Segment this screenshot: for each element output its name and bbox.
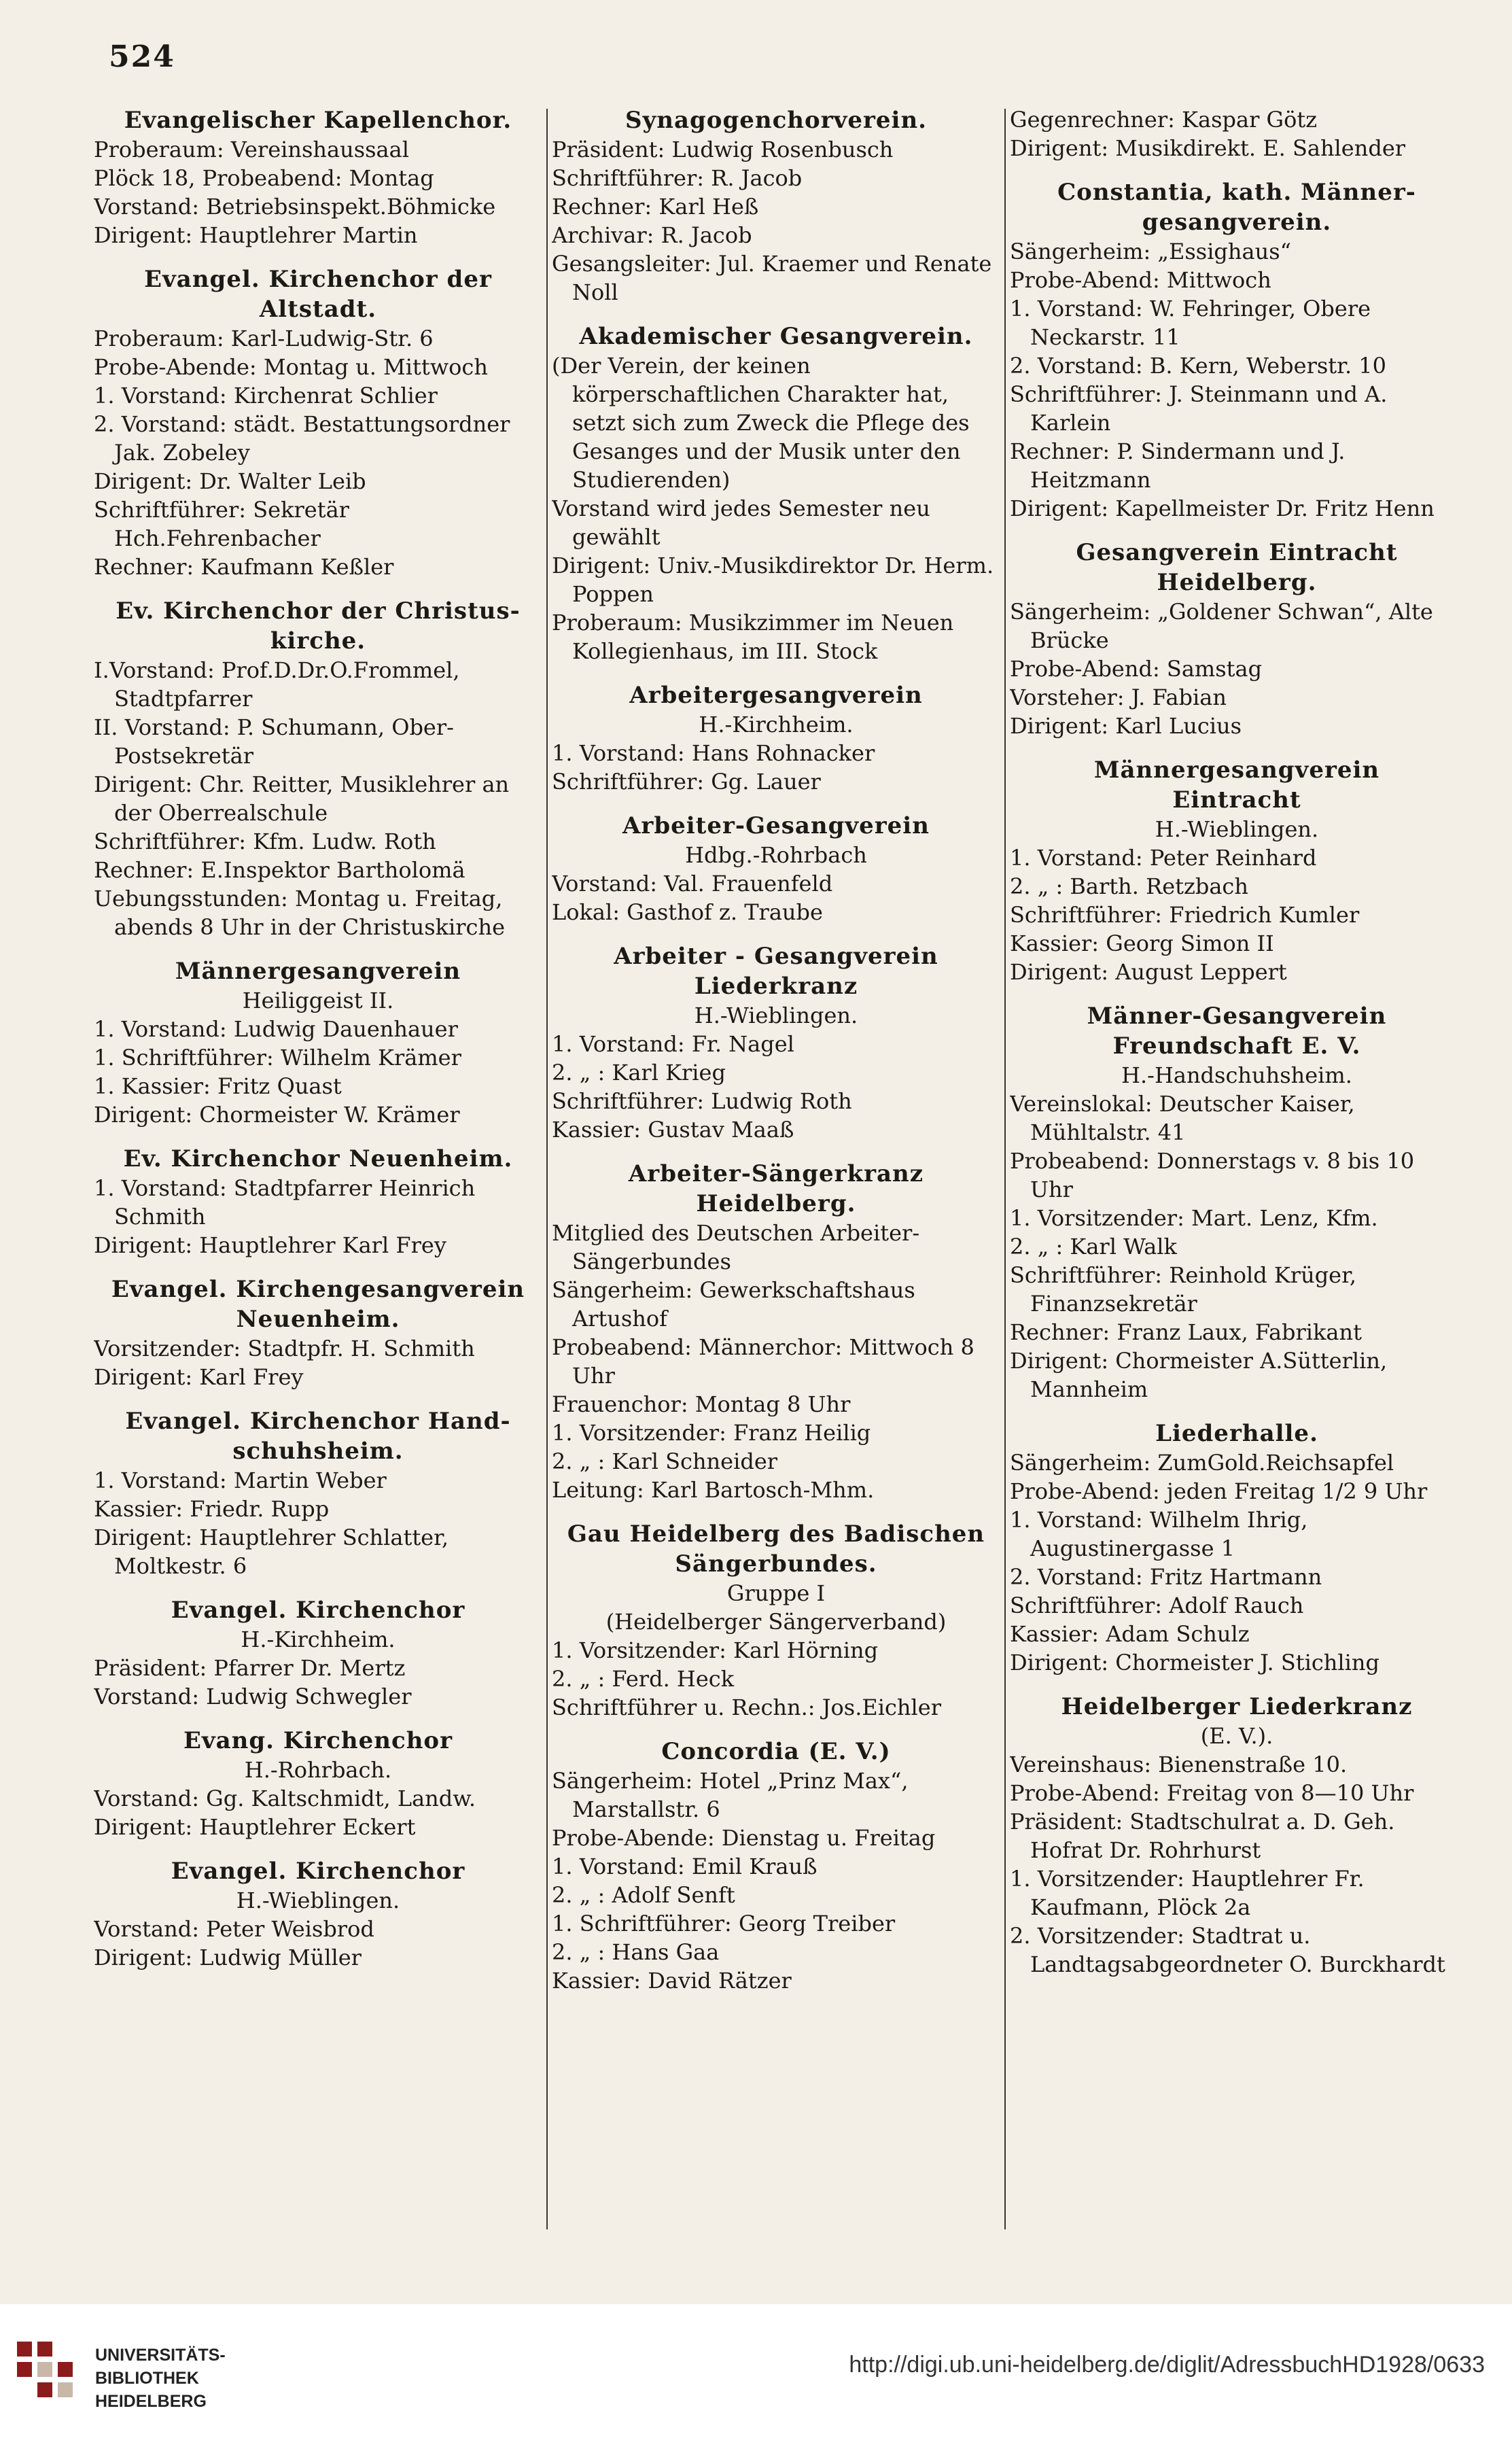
entry-line: Dirigent: August Leppert (1010, 959, 1287, 985)
entry-line: Sängerheim: Gewerkschaftshaus Artushof (552, 1277, 915, 1332)
entry-line: Probe-Abend: Mittwoch (1010, 267, 1271, 293)
column-2 (552, 105, 1000, 2233)
entry-subheading: H.-Handschuhsheim. (1121, 1062, 1352, 1088)
entry-heading: Arbeitergesangverein (629, 682, 923, 709)
entry-line: 1. Vorstand: Ludwig Dauenhauer (94, 1016, 458, 1042)
footer-bar (0, 2304, 1512, 2451)
entry-line: Dirigent: Chormeister A.Sütterlin, Mannheim (1010, 1348, 1388, 1402)
directory-entry (552, 941, 1000, 1144)
directory-entry (552, 321, 1000, 665)
entry-line: Vorstand: Betriebsinspekt.Böhmicke (94, 194, 496, 220)
entry-subheading: H.-Wieblingen. (694, 1003, 858, 1028)
entry-line: Dirigent: Karl Lucius (1010, 713, 1242, 739)
directory-entry (1010, 177, 1464, 523)
entry-line: Präsident: Stadtschulrat a. D. Geh. Hofrat Dr. Rohrhurst (1010, 1809, 1395, 1863)
entry-line: Dirigent: Hauptlehrer Karl Frey (94, 1232, 446, 1258)
directory-entry (552, 1737, 1000, 1995)
entry-line: Präsident: Pfarrer Dr. Mertz (94, 1655, 406, 1681)
entry-line: Probe-Abend: Samstag (1010, 656, 1263, 682)
directory-entry (552, 105, 1000, 307)
directory-entry (94, 264, 542, 581)
entry-line: Kassier: David Rätzer (552, 1968, 792, 1994)
entry-line: 2. „ : Ferd. Heck (552, 1666, 735, 1692)
entry-line: II. Vorstand: P. Schumann, Ober-Postsekretär (94, 714, 454, 769)
entry-line: I.Vorstand: Prof.D.Dr.O.Frommel, Stadtpfarrer (94, 657, 460, 712)
column-rule-2 (1004, 109, 1006, 2229)
entry-line: Schriftführer: Kfm. Ludw. Roth (94, 829, 436, 854)
entry-subheading: H.-Rohrbach. (244, 1757, 392, 1783)
entry-line: Dirigent: Chr. Reitter, Musiklehrer an der Oberrealschule (94, 771, 510, 826)
entry-subheading: H.-Kirchheim. (241, 1627, 395, 1652)
entry-line: (Der Verein, der keinen körperschaftlichen Charakter hat, setzt sich zum Zweck die Pflege des Gesanges und der Musik unter den Studierenden) (552, 353, 970, 493)
entry-heading: Evangelischer Kapellenchor. (124, 107, 512, 134)
entry-line: 2. Vorstand: B. Kern, Weberstr. 10 (1010, 353, 1386, 379)
entry-line: Proberaum: Musikzimmer im Neuen Kollegienhaus, im III. Stock (552, 610, 954, 664)
entry-subheading: Heiliggeist II. (242, 988, 394, 1013)
directory-entry (1010, 538, 1464, 740)
entry-line: Rechner: E.Inspektor Bartholomä (94, 857, 465, 883)
entry-heading: Evangel. Kirchenchor (171, 1597, 465, 1624)
source-url-link[interactable]: http://digi.ub.uni-heidelberg.de/diglit/AdressbuchHD1928/0633 (849, 2352, 1485, 2378)
entry-line: Uebungsstunden: Montag u. Freitag, abends 8 Uhr in der Christuskirche (94, 886, 505, 940)
entry-heading: Synagogenchorverein. (625, 107, 928, 134)
entry-line: Dirigent: Dr. Walter Leib (94, 468, 366, 494)
library-logo-icon (14, 2338, 88, 2413)
entry-line: 1. Vorstand: Fr. Nagel (552, 1031, 794, 1057)
entry-heading: Arbeiter - Gesangverein (614, 943, 938, 970)
entry-line: Gesangsleiter: Jul. Kraemer und Renate Noll (552, 251, 992, 305)
entry-line: 1. Vorstand: Hans Rohnacker (552, 740, 875, 766)
entry-heading: Concordia (E. V.) (661, 1738, 891, 1765)
entry-line: Plöck 18, Probeabend: Montag (94, 165, 434, 191)
entry-line: 1. Vorstand: Kirchenrat Schlier (94, 383, 438, 408)
directory-entry (1010, 1419, 1464, 1677)
entry-heading: Liederhalle. (1155, 1420, 1318, 1447)
library-name-line: HEIDELBERG (95, 2392, 207, 2411)
source-url[interactable] (849, 2352, 1485, 2378)
entry-line: Rechner: Kaufmann Keßler (94, 554, 394, 580)
entry-line: 1. Vorstand: Stadtpfarrer Heinrich Schmith (94, 1175, 476, 1230)
entry-line: Dirigent: Musikdirekt. E. Sahlender (1010, 135, 1406, 161)
entry-line: 2. „ : Barth. Retzbach (1010, 873, 1248, 899)
entry-line: 2. „ : Karl Krieg (552, 1060, 726, 1085)
directory-entry (552, 1159, 1000, 1504)
entry-heading: Akademischer Gesangverein. (579, 323, 973, 350)
entry-line: 1. Vorstand: Martin Weber (94, 1467, 387, 1493)
entry-heading: Heidelberg. (696, 1190, 856, 1217)
entry-line: 2. Vorstand: städt. Bestattungsordner Jak. Zobeley (94, 411, 510, 466)
entry-heading: Ev. Kirchenchor Neuenheim. (123, 1145, 513, 1172)
library-name-line: BIBLIOTHEK (95, 2369, 199, 2388)
directory-entry (94, 1274, 542, 1391)
entry-subheading: (Heidelberger Sängerverband) (605, 1609, 947, 1635)
entry-line: Schriftführer: Sekretär Hch.Fehrenbacher (94, 497, 349, 551)
entry-line: Mitglied des Deutschen Arbeiter-Sängerbundes (552, 1220, 920, 1274)
library-name-line: UNIVERSITÄTS- (95, 2346, 226, 2365)
entry-line: 2. „ : Karl Schneider (552, 1448, 778, 1474)
entry-subheading: H.-Wieblingen. (236, 1888, 400, 1913)
entry-heading: Gau Heidelberg des Badischen (567, 1520, 985, 1548)
directory-entry (94, 956, 542, 1129)
entry-line: Schriftführer: Reinhold Krüger, Finanzsekretär (1010, 1262, 1357, 1317)
entry-subheading: H.-Wieblingen. (1155, 816, 1319, 842)
entry-line: Vorsteher: J. Fabian (1010, 684, 1227, 710)
directory-entry (1010, 105, 1464, 162)
entry-line: Kassier: Gustav Maaß (552, 1117, 794, 1143)
entry-line: Vorstand: Gg. Kaltschmidt, Landw. (94, 1786, 476, 1811)
entry-heading: Ev. Kirchenchor der Christus- (116, 597, 521, 625)
directory-entry (552, 680, 1000, 796)
column-3 (1010, 105, 1464, 2233)
entry-subheading: Gruppe I (726, 1580, 826, 1606)
entry-line: Vorstand wird jedes Semester neu gewählt (552, 496, 930, 550)
entry-line: 2. „ : Hans Gaa (552, 1939, 720, 1965)
entry-line: Sängerheim: „Goldener Schwan“, Alte Brücke (1010, 599, 1433, 653)
entry-line: Dirigent: Univ.-Musikdirektor Dr. Herm. Poppen (552, 553, 994, 607)
entry-heading: Männergesangverein (1093, 757, 1380, 784)
entry-line: Dirigent: Ludwig Müller (94, 1945, 362, 1970)
directory-entry (94, 1406, 542, 1580)
entry-heading: Gesangverein Eintracht (1076, 539, 1398, 566)
column-1 (94, 105, 542, 2233)
directory-entry (1010, 1692, 1464, 1979)
entry-line: Rechner: Karl Heß (552, 194, 759, 220)
directory-entry (94, 596, 542, 941)
entry-line: 2. „ : Karl Walk (1010, 1234, 1177, 1259)
entry-line: Dirigent: Hauptlehrer Martin (94, 222, 418, 248)
entry-heading: kirche. (270, 627, 366, 655)
entry-heading: Heidelberg. (1157, 569, 1317, 596)
entry-heading: Sängerbundes. (675, 1550, 877, 1578)
entry-line: Frauenchor: Montag 8 Uhr (552, 1391, 851, 1417)
column-rule-1 (546, 109, 548, 2229)
directory-entry (552, 1519, 1000, 1722)
entry-heading: Evangel. Kirchenchor (171, 1858, 465, 1885)
entry-line: 1. Vorstand: Peter Reinhard (1010, 845, 1317, 871)
entry-line: Probeabend: Männerchor: Mittwoch 8 Uhr (552, 1334, 974, 1389)
directory-entry (552, 811, 1000, 926)
entry-line: Sängerheim: „Essighaus“ (1010, 239, 1291, 264)
entry-line: Schriftführer: Friedrich Kumler (1010, 902, 1360, 928)
entry-heading: Altstadt. (259, 296, 377, 323)
entry-heading: Männergesangverein (175, 958, 461, 985)
entry-line: Probeabend: Donnerstags v. 8 bis 10 Uhr (1010, 1148, 1415, 1202)
entry-line: Archivar: R. Jacob (552, 222, 752, 248)
entry-line: Rechner: Franz Laux, Fabrikant (1010, 1319, 1362, 1345)
entry-line: Probe-Abend: Freitag von 8—10 Uhr (1010, 1780, 1414, 1806)
entry-heading: Männer-Gesangverein (1087, 1003, 1387, 1030)
entry-line: 1. Vorsitzender: Franz Heilig (552, 1420, 871, 1446)
entry-line: Proberaum: Vereinshaussaal (94, 137, 409, 162)
entry-line: Kassier: Georg Simon II (1010, 931, 1274, 956)
entry-line: Lokal: Gasthof z. Traube (552, 899, 823, 925)
entry-line: 2. „ : Adolf Senft (552, 1882, 735, 1908)
entry-line: 1. Vorstand: W. Fehringer, Obere Neckarstr. 11 (1010, 296, 1371, 350)
entry-heading: Liederkranz (694, 973, 858, 1000)
entry-line: Probe-Abende: Montag u. Mittwoch (94, 354, 488, 380)
entry-line: Probe-Abend: jeden Freitag 1/2 9 Uhr (1010, 1478, 1428, 1504)
entry-heading: Neuenheim. (236, 1306, 400, 1333)
entry-line: Präsident: Ludwig Rosenbusch (552, 137, 894, 162)
entry-line: Schriftführer: J. Steinmann und A. Karlein (1010, 381, 1388, 436)
entry-subheading: (E. V.). (1200, 1723, 1273, 1749)
entry-line: Kassier: Friedr. Rupp (94, 1496, 330, 1522)
entry-line: Vorsitzender: Stadtpfr. H. Schmith (94, 1336, 475, 1361)
entry-line: Sängerheim: Hotel „Prinz Max“, Marstallstr. 6 (552, 1768, 909, 1822)
entry-line: Schriftführer: Gg. Lauer (552, 769, 821, 795)
entry-subheading: Hdbg.-Rohrbach (685, 842, 867, 868)
directory-entry (94, 1856, 542, 1972)
entry-line: Gegenrechner: Kaspar Götz (1010, 107, 1318, 133)
entry-line: 1. Schriftführer: Wilhelm Krämer (94, 1045, 461, 1071)
entry-line: Sängerheim: ZumGold.Reichsapfel (1010, 1450, 1394, 1476)
entry-line: 1. Vorstand: Emil Krauß (552, 1854, 817, 1879)
entry-heading: Heidelberger Liederkranz (1061, 1693, 1413, 1720)
entry-line: Leitung: Karl Bartosch-Mhm. (552, 1477, 875, 1503)
page-number: 524 (109, 39, 175, 74)
entry-heading: Evangel. Kirchenchor Hand- (125, 1408, 511, 1435)
entry-line: Dirigent: Hauptlehrer Eckert (94, 1814, 416, 1840)
entry-line: 1. Vorsitzender: Karl Hörning (552, 1637, 879, 1663)
entry-line: Dirigent: Chormeister J. Stichling (1010, 1650, 1379, 1675)
entry-subheading: H.-Kirchheim. (699, 712, 854, 737)
directory-entry (94, 1595, 542, 1711)
entry-line: 2. Vorstand: Fritz Hartmann (1010, 1564, 1322, 1590)
directory-entry (1010, 755, 1464, 986)
directory-entry (94, 1144, 542, 1259)
entry-line: Schriftführer: R. Jacob (552, 165, 803, 191)
entry-line: 1. Vorsitzender: Mart. Lenz, Kfm. (1010, 1205, 1378, 1231)
entry-line: 1. Schriftführer: Georg Treiber (552, 1911, 896, 1936)
entry-heading: Evang. Kirchenchor (183, 1727, 453, 1754)
entry-line: 2. Vorsitzender: Stadtrat u. Landtagsabgeordneter O. Burckhardt (1010, 1923, 1445, 1977)
entry-line: Proberaum: Karl-Ludwig-Str. 6 (94, 326, 434, 351)
entry-line: Vereinshaus: Bienenstraße 10. (1010, 1752, 1348, 1777)
entry-line: Vereinslokal: Deutscher Kaiser, Mühltalstr. 41 (1010, 1091, 1355, 1145)
entry-line: Rechner: P. Sindermann und J. Heitzmann (1010, 438, 1346, 493)
library-name (95, 2344, 226, 2413)
entry-line: 1. Vorstand: Wilhelm Ihrig, Augustinergasse 1 (1010, 1507, 1308, 1561)
entry-line: Vorstand: Peter Weisbrod (94, 1916, 374, 1942)
entry-heading: Evangel. Kirchenchor der (144, 266, 492, 293)
entry-line: Dirigent: Hauptlehrer Schlatter, Moltkestr. 6 (94, 1525, 449, 1579)
entry-heading: Arbeiter-Gesangverein (622, 812, 930, 839)
entry-heading: schuhsheim. (232, 1438, 404, 1465)
entry-line: Probe-Abende: Dienstag u. Freitag (552, 1825, 936, 1851)
entry-heading: gesangverein. (1142, 209, 1332, 236)
entry-heading: Constantia, kath. Männer- (1057, 179, 1416, 206)
entry-line: Vorstand: Val. Frauenfeld (552, 871, 833, 897)
entry-line: Dirigent: Karl Frey (94, 1364, 304, 1390)
entry-line: 1. Kassier: Fritz Quast (94, 1073, 342, 1099)
entry-line: Schriftführer u. Rechn.: Jos.Eichler (552, 1694, 941, 1720)
entry-line: Dirigent: Kapellmeister Dr. Fritz Henn (1010, 496, 1435, 521)
entry-heading: Arbeiter-Sängerkranz (628, 1160, 924, 1187)
directory-entry (94, 105, 542, 249)
entry-heading: Eintracht (1172, 786, 1301, 814)
entry-line: 1. Vorsitzender: Hauptlehrer Fr. Kaufmann, Plöck 2a (1010, 1866, 1365, 1920)
entry-line: Schriftführer: Ludwig Roth (552, 1088, 852, 1114)
entry-line: Schriftführer: Adolf Rauch (1010, 1593, 1304, 1618)
directory-entry (94, 1726, 542, 1841)
entry-line: Dirigent: Chormeister W. Krämer (94, 1102, 460, 1128)
entry-heading: Evangel. Kirchengesangverein (111, 1276, 525, 1303)
entry-line: Vorstand: Ludwig Schwegler (94, 1684, 412, 1709)
entry-heading: Freundschaft E. V. (1112, 1032, 1361, 1060)
entry-line: Kassier: Adam Schulz (1010, 1621, 1250, 1647)
directory-entry (1010, 1001, 1464, 1404)
